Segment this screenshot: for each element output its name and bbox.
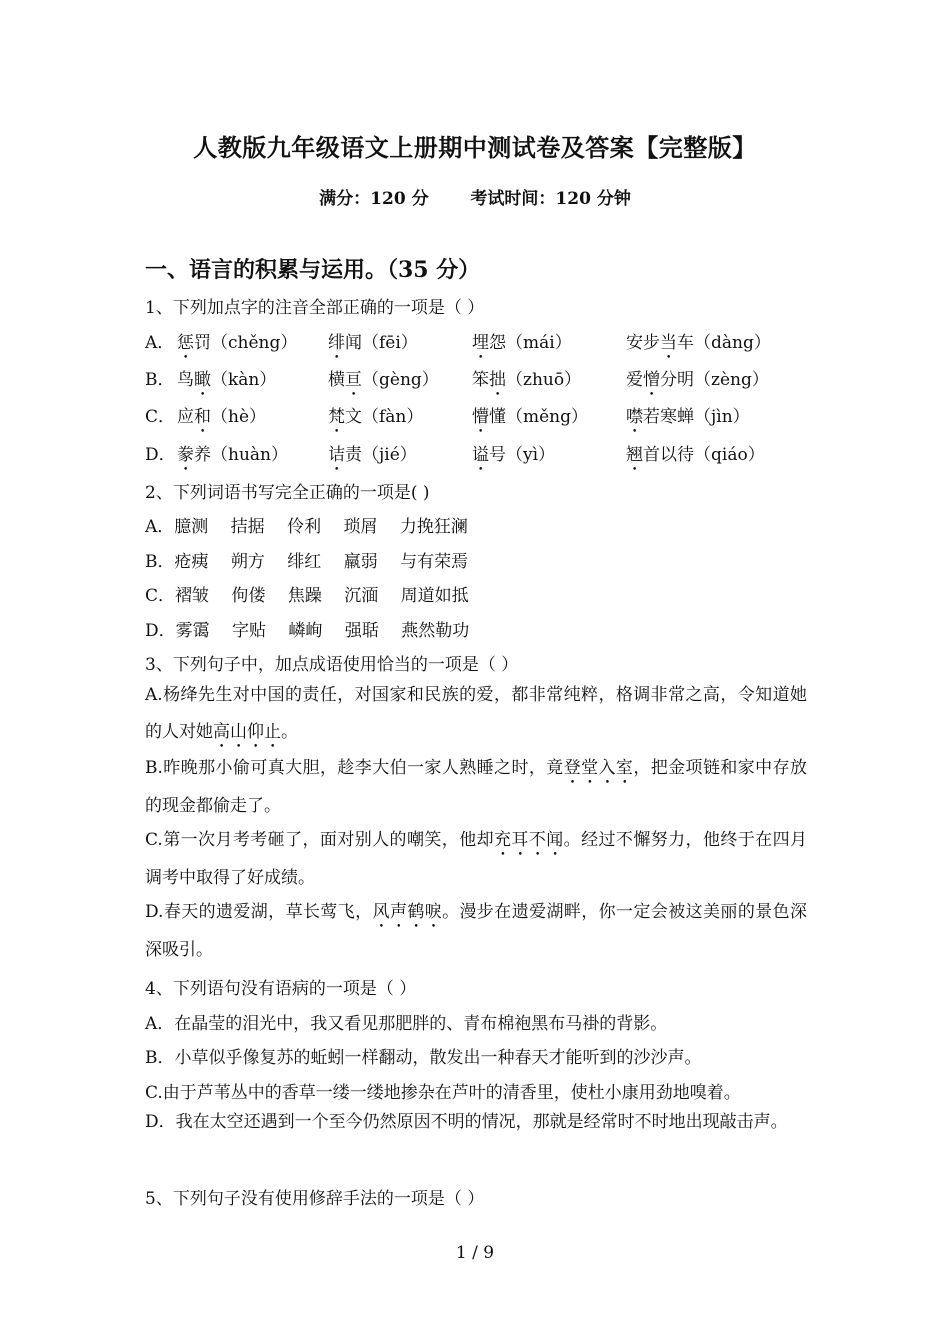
question-1-option-c (145, 402, 807, 432)
pinyin-item: 应和（hè） (177, 407, 267, 427)
question-1-stem: 1、下列加点字的注音全部正确的一项是（ ） (145, 298, 485, 318)
question-2-option-a: A．臆测 拮据 伶利 琐屑 力挽狂澜 (145, 517, 468, 537)
dotted-char: 翘 (626, 445, 643, 465)
pinyin-item: 豢养（huàn） (177, 445, 288, 465)
dotted-char: 懵 (472, 407, 489, 427)
dotted-char: 憎 (643, 370, 660, 390)
pinyin-item: 横亘（gèng） (328, 370, 439, 390)
dotted-char: 亘 (345, 370, 362, 390)
pinyin-item: 安步当车（dàng） (626, 333, 771, 353)
question-1-option-b (145, 365, 807, 395)
question-2-option-b: B．疮痍 朔方 绯红 羸弱 与有荣焉 (145, 552, 469, 572)
pinyin-item: 爱憎分明（zèng） (626, 370, 769, 390)
dotted-char: 梵 (328, 407, 345, 427)
question-4-option-d: D．我在太空还遇到一个至今仍然原因不明的情况，那就是经常时不时地出现敲击声。 (145, 1112, 788, 1132)
page-title: 人教版九年级语文上册期中测试卷及答案【完整版】 (193, 133, 757, 162)
question-2-stem: 2、下列词语书写完全正确的一项是( ) (145, 483, 430, 503)
question-4-option-b: B．小草似乎像复苏的蚯蚓一样翻动，散发出一种春天才能听到的沙沙声。 (145, 1048, 702, 1068)
pinyin-item: 笨拙（zhuō） (472, 370, 582, 390)
dotted-char: 谥 (472, 445, 489, 465)
dotted-char: 绯 (328, 333, 345, 353)
exam-time: 考试时间：120 分钟 (470, 189, 631, 209)
dotted-char: 诘 (328, 445, 345, 465)
pinyin-item: 鸟瞰（kàn） (177, 370, 277, 390)
question-2-option-d: D．雾霭 字贴 嶙峋 强聒 燕然勒功 (145, 621, 470, 641)
dotted-char: 埋 (472, 333, 489, 353)
dotted-char: 噤 (626, 407, 643, 427)
question-4-stem: 4、下列语句没有语病的一项是（ ） (145, 979, 417, 999)
section-heading: 一、语言的积累与运用。（35 分） (145, 257, 481, 283)
dotted-idiom: 高山仰止 (213, 722, 281, 742)
pinyin-item: 噤若寒蝉（jìn） (626, 407, 750, 427)
dotted-idiom: 风声鹤唳 (372, 902, 443, 922)
pinyin-item: 梵文（fàn） (328, 407, 424, 427)
option-label: C． (145, 407, 176, 427)
dotted-char: 瞰 (194, 370, 211, 390)
dotted-char: 豢 (177, 445, 194, 465)
full-score: 满分：120 分 (319, 189, 429, 209)
pinyin-item: 懵懂（měng） (472, 407, 589, 427)
question-3-stem: 3、下列句子中，加点成语使用恰当的一项是（ ） (145, 655, 519, 675)
question-1-option-d (145, 440, 807, 470)
dotted-char: 和 (194, 407, 211, 427)
question-2-option-c: C．褶皱 佝偻 焦躁 沉湎 周道如抵 (145, 586, 469, 606)
pinyin-item: 惩罚（chěng） (177, 333, 298, 353)
pinyin-item: 翘首以待（qiáo） (626, 445, 765, 465)
dotted-idiom: 充耳不闻 (494, 830, 564, 850)
question-4-option-c: C.由于芦苇丛中的香草一缕一缕地掺杂在芦叶的清香里，使杜小康用劲地嗅着。 (145, 1083, 741, 1103)
question-3-option-c: C.第一次月考考砸了，面对别人的嘲笑，他却充耳不闻。经过不懈努力，他终于在四月调考中取得了好成绩。 (145, 830, 808, 888)
page-number: 1 / 9 (455, 1243, 495, 1263)
option-label: B． (145, 370, 175, 390)
question-1-option-a (145, 328, 807, 358)
pinyin-item: 诘责（jié） (328, 445, 417, 465)
dotted-char: 拙 (489, 370, 506, 390)
dotted-char: 惩 (177, 333, 194, 353)
dotted-char: 当 (660, 333, 677, 353)
question-5-stem: 5、下列句子没有使用修辞手法的一项是（ ） (145, 1189, 485, 1209)
question-3-option-d: D.春天的遗爱湖，草长莺飞，风声鹤唳。漫步在遗爱湖畔，你一定会被这美丽的景色深深吸引。 (145, 902, 807, 960)
question-3-option-a: A.杨绛先生对中国的责任，对国家和民族的爱，都非常纯粹，格调非常之高，令知道她的人对她高山仰止。 (145, 685, 807, 742)
pinyin-item: 谥号（yì） (472, 445, 556, 465)
question-3-option-b: B.昨晚那小偷可真大胆，趁李大伯一家人熟睡之时，竟登堂入室，把金项链和家中存放的现金都偷走了。 (145, 758, 807, 816)
option-label: D． (145, 445, 176, 465)
question-4-option-a: A．在晶莹的泪光中，我又看见那肥胖的、青布棉袍黑布马褂的背影。 (145, 1014, 668, 1034)
option-label: A． (145, 333, 175, 353)
exam-info (0, 184, 950, 209)
pinyin-item: 埋怨（mái） (472, 333, 572, 353)
pinyin-item: 绯闻（fēi） (328, 333, 418, 353)
dotted-idiom: 登堂入室 (563, 758, 634, 778)
